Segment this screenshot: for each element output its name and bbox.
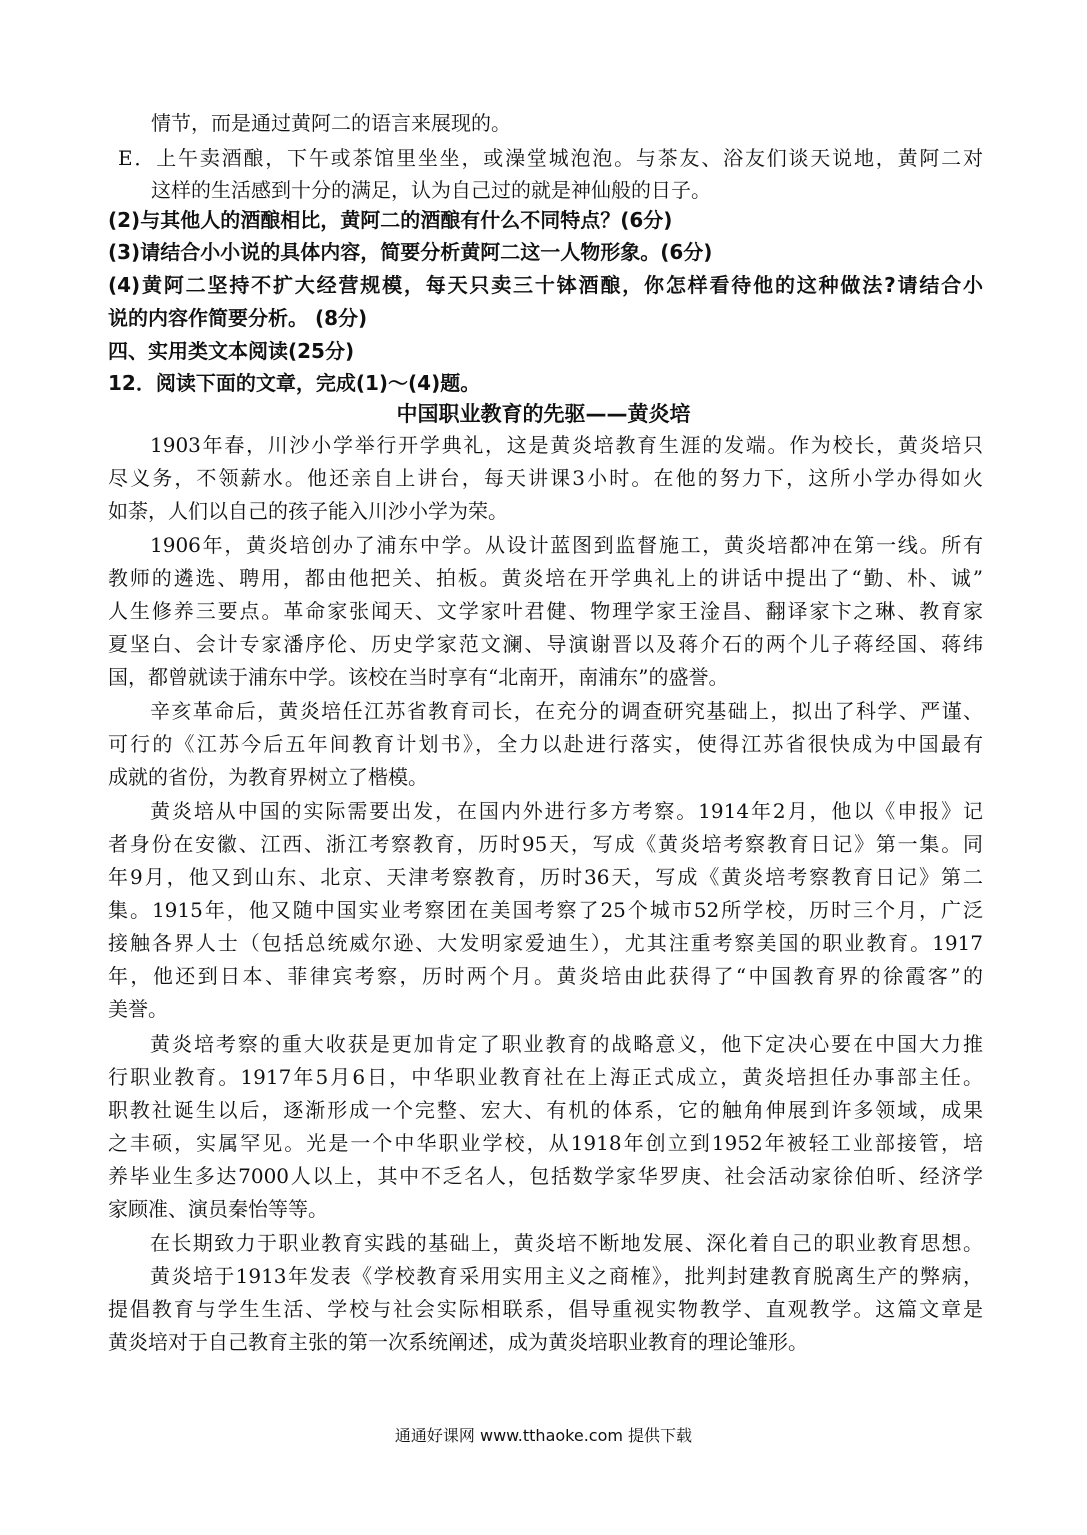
option-e-line-1: E．上午卖酒酿，下午或茶馆里坐坐，或澡堂城泡泡。与茶友、浴友们谈天说地，黄阿二对 xyxy=(118,146,983,170)
paragraph-line: 1903年春，川沙小学举行开学典礼，这是黄炎培教育生涯的发端。作为校长，黄炎培只 xyxy=(150,433,983,457)
question-2: (2)与其他人的酒酿相比，黄阿二的酒酿有什么不同特点？(6分) xyxy=(108,208,673,232)
paragraph-line: 黄炎培从中国的实际需要出发，在国内外进行多方考察。1914年2月，他以《申报》记 xyxy=(150,799,983,823)
question-4-line-2: 说的内容作简要分析。 (8分) xyxy=(108,306,368,330)
paragraph-line: 教师的遴选、聘用，都由他把关、拍板。黄炎培在开学典礼上的讲话中提出了“勤、朴、诚” xyxy=(108,566,983,590)
paragraph-line: 如荼，人们以自己的孩子能入川沙小学为荣。 xyxy=(108,499,508,523)
paragraph-line: 1906年，黄炎培创办了浦东中学。从设计蓝图到监督施工，黄炎培都冲在第一线。所有 xyxy=(150,533,983,557)
paragraph-line: 年，他还到日本、菲律宾考察，历时两个月。黄炎培由此获得了“中国教育界的徐霞客”的 xyxy=(108,964,983,988)
option-d-continuation: 情节，而是通过黄阿二的语言来展现的。 xyxy=(151,111,511,135)
paragraph-line: 之丰硕，实属罕见。光是一个中华职业学校，从1918年创立到1952年被轻工业部接管，培 xyxy=(108,1131,983,1155)
paragraph-line: 美誉。 xyxy=(108,997,168,1021)
paragraph-line: 接触各界人士（包括总统威尔逊、大发明家爱迪生），尤其注重考察美国的职业教育。1917 xyxy=(108,931,983,955)
paragraph-line: 黄炎培考察的重大收获是更加肯定了职业教育的战略意义，他下定决心要在中国大力推 xyxy=(150,1032,983,1056)
paragraph-line: 在长期致力于职业教育实践的基础上，黄炎培不断地发展、深化着自己的职业教育思想。 xyxy=(150,1231,983,1255)
paragraph-line: 黄炎培于1913年发表《学校教育采用实用主义之商榷》，批判封建教育脱离生产的弊病， xyxy=(150,1264,983,1288)
paragraph-line: 可行的《江苏今后五年间教育计划书》，全力以赴进行落实，使得江苏省很快成为中国最有 xyxy=(108,732,983,756)
paragraph-line: 黄炎培对于自己教育主张的第一次系统阐述，成为黄炎培职业教育的理论雏形。 xyxy=(108,1330,808,1354)
paragraph-line: 行职业教育。1917年5月6日，中华职业教育社在上海正式成立，黄炎培担任办事部主任。 xyxy=(108,1065,983,1089)
article-title: 中国职业教育的先驱——黄炎培 xyxy=(396,402,691,426)
question-3: (3)请结合小小说的具体内容，简要分析黄阿二这一人物形象。(6分) xyxy=(108,240,713,264)
paragraph-line: 人生修养三要点。革命家张闻天、文学家叶君健、物理学家王淦昌、翻译家卞之琳、教育家 xyxy=(108,599,983,623)
question-12: 12．阅读下面的文章，完成(1)～(4)题。 xyxy=(108,371,481,395)
paragraph-line: 家顾准、演员秦怡等等。 xyxy=(108,1197,328,1221)
paragraph-line: 夏坚白、会计专家潘序伦、历史学家范文澜、导演谢晋以及蒋介石的两个儿子蒋经国、蒋纬 xyxy=(108,632,983,656)
paragraph-line: 提倡教育与学生生活、学校与社会实际相联系，倡导重视实物教学、直观教学。这篇文章是 xyxy=(108,1297,983,1321)
page-footer: 通通好课网 www.tthaoke.com 提供下载 xyxy=(394,1426,693,1445)
paragraph-line: 国，都曾就读于浦东中学。该校在当时享有“北南开，南浦东”的盛誉。 xyxy=(108,665,729,689)
paragraph-line: 辛亥革命后，黄炎培任江苏省教育司长，在充分的调查研究基础上，拟出了科学、严谨、 xyxy=(150,699,983,723)
paragraph-line: 养毕业生多达7000人以上，其中不乏名人，包括数学家华罗庚、社会活动家徐伯昕、经济学 xyxy=(108,1164,983,1188)
paragraph-line: 职教社诞生以后，逐渐形成一个完整、宏大、有机的体系，它的触角伸展到许多领域，成果 xyxy=(108,1098,983,1122)
paragraph-line: 者身份在安徽、江西、浙江考察教育，历时95天，写成《黄炎培考察教育日记》第一集。同 xyxy=(108,832,983,856)
question-4-line-1: (4)黄阿二坚持不扩大经营规模，每天只卖三十钵酒酿，你怎样看待他的这种做法?请结合小 xyxy=(108,273,983,297)
paragraph-line: 成就的省份，为教育界树立了楷模。 xyxy=(108,765,428,789)
option-e-line-2: 这样的生活感到十分的满足，认为自己过的就是神仙般的日子。 xyxy=(151,178,711,202)
paragraph-line: 年9月，他又到山东、北京、天津考察教育，历时36天，写成《黄炎培考察教育日记》第二 xyxy=(108,865,983,889)
section-4-heading: 四、实用类文本阅读(25分) xyxy=(108,339,355,363)
paragraph-line: 集。1915年，他又随中国实业考察团在美国考察了25个城市52所学校，历时三个月，广泛 xyxy=(108,898,983,922)
paragraph-line: 尽义务，不领薪水。他还亲自上讲台，每天讲课3小时。在他的努力下，这所小学办得如火 xyxy=(108,466,983,490)
